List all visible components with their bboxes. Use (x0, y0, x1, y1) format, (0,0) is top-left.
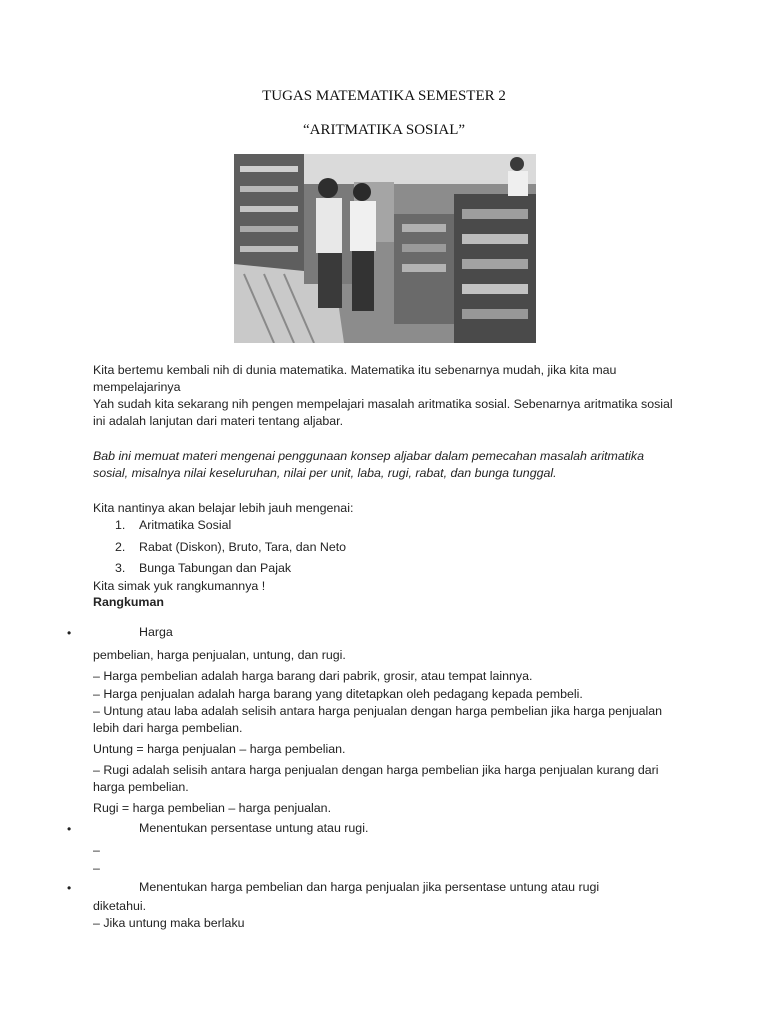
bullet-3-icon: • (67, 881, 72, 895)
list-item-1: Aritmatika Sosial (139, 518, 232, 532)
bullet-3-text: Menentukan harga pembelian dan harga penjualan jika persentase untung atau rugi (139, 880, 600, 894)
intro-paragraph-2: Yah sudah kita sekarang nih pengen mempelajari masalah aritmatika sosial. Sebenarnya aritmatika sosial ini adalah lanjutan dari materi tentang aljabar. (93, 397, 673, 428)
list-item-2: Rabat (Diskon), Bruto, Tara, dan Neto (139, 540, 347, 554)
section1-formula-rugi: Rugi = harga pembelian – harga penjualan. (93, 801, 332, 815)
intro-paragraph-1: Kita bertemu kembali nih di dunia matematika. Matematika itu sebenarnya mudah, jika kita mau mempelajarinya (93, 363, 617, 394)
document-title: TUGAS MATEMATIKA SEMESTER 2 (262, 88, 506, 104)
section2-dash-1: – (93, 843, 100, 857)
section3-line-2: – Jika untung maka berlaku (93, 916, 245, 930)
intro-paragraph-4: Kita nantinya akan belajar lebih jauh mengenai: (93, 501, 354, 515)
bookstore-photo (234, 154, 536, 343)
document-subtitle: “ARITMATIKA SOSIAL” (302, 122, 466, 138)
section1-line-2: – Harga pembelian adalah harga barang dari pabrik, grosir, atau tempat lainnya. (93, 669, 533, 683)
bullet-1-icon: • (67, 626, 72, 640)
section1-line-1: pembelian, harga penjualan, untung, dan rugi. (93, 648, 346, 662)
list-item-3: Bunga Tabungan dan Pajak (139, 561, 292, 575)
section1-line-3: – Harga penjualan adalah harga barang yang ditetapkan oleh pedagang kepada pembeli. (93, 687, 583, 701)
section1-line-6: – Rugi adalah selisih antara harga penjualan dengan harga pembelian jika harga penjualan kurang dari harga pembelian. (93, 763, 659, 794)
list-number-1: 1. (115, 518, 126, 532)
bullet-2-text: Menentukan persentase untung atau rugi. (139, 821, 369, 835)
section1-line-4: – Untung atau laba adalah selisih antara harga penjualan dengan harga pembelian jika harga penjualan lebih dari harga pembelian. (93, 704, 663, 735)
section1-formula-untung: Untung = harga penjualan – harga pembelian. (93, 742, 346, 756)
section2-dash-2: – (93, 861, 100, 875)
closing-line: Kita simak yuk rangkumannya ! (93, 579, 266, 593)
bullet-1-text: Harga (139, 625, 173, 639)
section3-line-1: diketahui. (93, 899, 147, 913)
bullet-2-icon: • (67, 822, 72, 836)
section-heading: Rangkuman (93, 595, 164, 609)
list-number-3: 3. (115, 561, 126, 575)
intro-paragraph-italic: Bab ini memuat materi mengenai penggunaan konsep aljabar dalam pemecahan masalah aritmatika sosial, misalnya nilai keseluruhan, nilai per unit, laba, rugi, rabat, dan bunga tunggal. (93, 449, 645, 480)
list-number-2: 2. (115, 540, 126, 554)
